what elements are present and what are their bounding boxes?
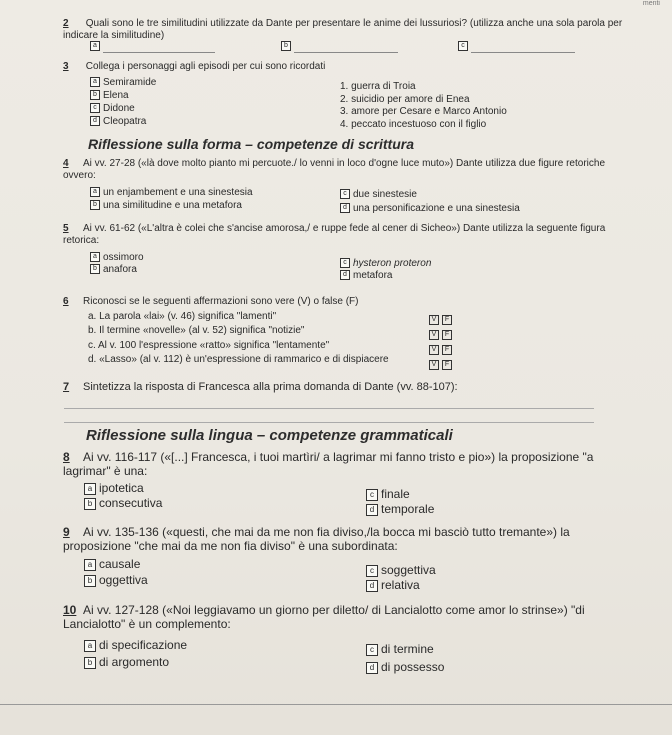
option-b[interactable]: b oggettiva [84,573,148,587]
option-a[interactable]: a di specificazione [84,638,187,652]
question-8: 8 Ai vv. 116-117 («[...] Francesca, i tuoi martìri/ a lagrimar mi fanno tristo e pio») la proposizione "a lagrimar" è una: [63,450,594,478]
episode-item: 4. peccato incestuoso con il figlio [340,119,487,130]
section-title-lingua: Riflessione sulla lingua – competenze grammaticali [86,427,453,444]
option-d[interactable]: d relativa [366,578,420,592]
character-item: b Elena [90,90,129,102]
option-c[interactable]: c hysteron proteron [340,258,431,270]
option-d[interactable]: d una personificazione e una sinestesia [340,203,520,215]
option-d[interactable]: d metafora [340,270,392,282]
option-a[interactable]: a ossimoro [90,252,144,264]
option-c[interactable]: c di termine [366,642,434,656]
option-b[interactable]: b di argomento [84,655,169,669]
question-7: 7 Sintetizza la risposta di Francesca alla prima domanda di Dante (vv. 88-107): [63,381,458,393]
option-b[interactable]: b anafora [90,264,137,276]
true-false-boxes[interactable]: V F [426,358,452,370]
question-10: 10 Ai vv. 127-128 («Noi leggiavamo un giorno per diletto/ di Lancialotto come amor lo strinse») "di Lancialotto" è un complemento: [63,603,585,631]
question-text: Quali sono le tre similitudini utilizzate da Dante per presentare le anime dei lussuriosi? (utilizza anche una sola parola per indicare la similitudine) [63,18,623,41]
episode-item: 2. suicidio per amore di Enea [340,94,470,105]
option-c[interactable]: c finale [366,487,410,501]
question-6: 6 Riconosci se le seguenti affermazioni sono vere (V) o false (F) [63,296,359,307]
true-false-boxes[interactable]: V F [426,313,452,325]
character-item: a Semiramide [90,77,156,89]
answer-line-b[interactable]: b [281,41,398,53]
statement-a: a. La parola «lai» (v. 46) significa "lamenti" [88,311,277,322]
question-4: 4 Ai vv. 27-28 («là dove molto pianto mi percuote./ lo venni in loco d'ogne luce muto») Dante utilizza due figure retoriche ovvero: [63,158,606,181]
question-5: 5 Ai vv. 61-62 («L'altra è colei che s'ancise amorosa,/ e ruppe fede al cener di Sicheo») Dante utilizza la seguente figura retorica: [63,223,606,246]
answer-line[interactable] [64,422,594,423]
statement-c: c. Al v. 100 l'espressione «ratto» significa "lentamente" [88,340,330,351]
true-false-boxes[interactable]: V F [426,328,452,340]
statement-d: d. «Lasso» (al v. 112) è un'espressione di rammarico e di dispiacere [88,354,389,365]
character-item: c Didone [90,103,135,115]
episode-item: 1. guerra di Troia [340,81,416,92]
question-3: 3 Collega i personaggi agli episodi per cui sono ricordati [63,61,326,72]
question-9: 9 Ai vv. 135-136 («questi, che mai da me non fia diviso,/la bocca mi basciò tutto tremante») la proposizione "che mai da me non fia diviso" è una subordinata: [63,525,570,553]
answer-line-c[interactable]: c [458,41,575,53]
option-b[interactable]: b una similitudine e una metafora [90,200,242,212]
option-a[interactable]: a causale [84,557,140,571]
option-b[interactable]: b consecutiva [84,496,162,510]
true-false-boxes[interactable]: V F [426,343,452,355]
statement-b: b. Il termine «novelle» (al v. 52) significa "notizie" [88,325,305,336]
episode-item: 3. amore per Cesare e Marco Antonio [340,106,507,117]
page-bottom-rule [0,704,672,705]
question-number: 2 [63,18,69,29]
answer-line-a[interactable]: a [90,41,215,53]
corner-note: menti [642,0,660,7]
character-item: d Cleopatra [90,116,146,128]
section-title-forma: Riflessione sulla forma – competenze di scrittura [88,136,414,152]
option-c[interactable]: c due sinestesie [340,189,417,201]
option-a[interactable]: a un enjambement e una sinestesia [90,187,253,199]
question-2 [63,18,632,42]
option-d[interactable]: d di possesso [366,660,444,674]
option-c[interactable]: c soggettiva [366,563,436,577]
answer-line[interactable] [64,408,594,409]
option-d[interactable]: d temporale [366,502,434,516]
option-a[interactable]: a ipotetica [84,481,144,495]
